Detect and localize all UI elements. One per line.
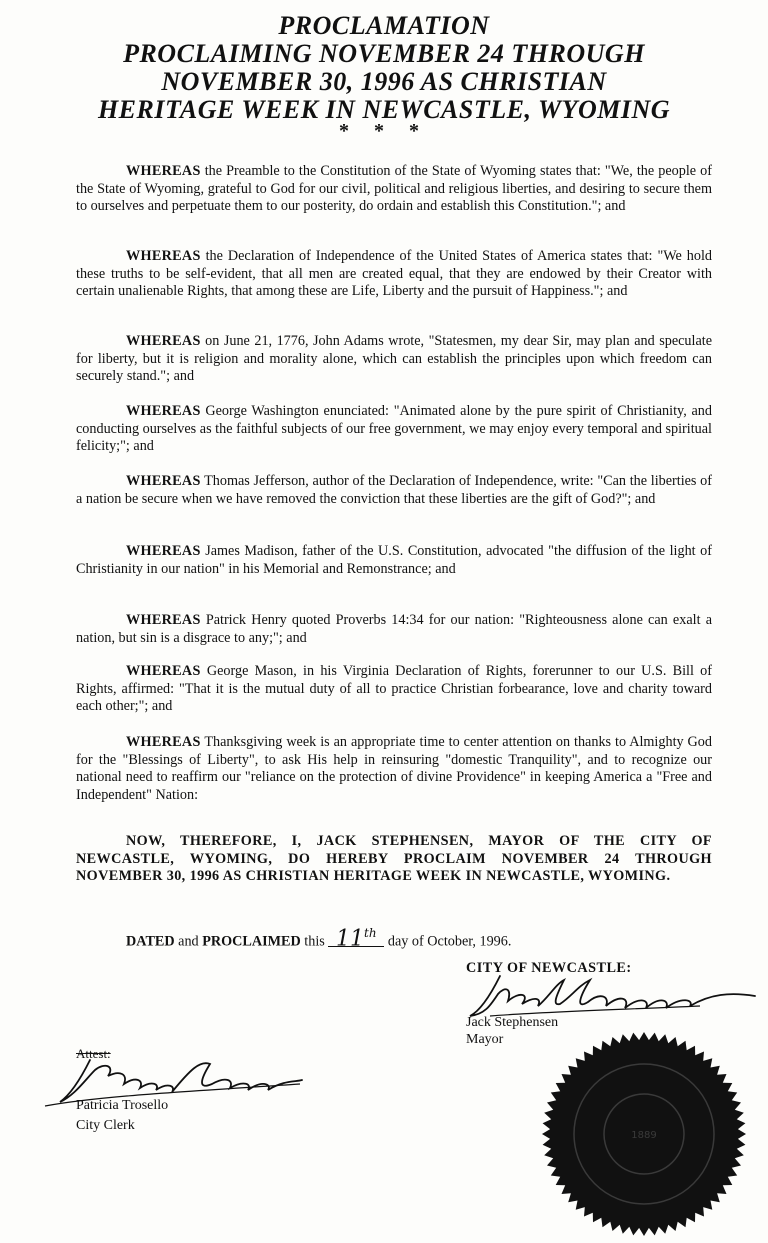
whereas-keyword: WHEREAS	[126, 473, 201, 489]
whereas-paragraph	[76, 248, 712, 301]
resolution-paragraph	[76, 833, 712, 886]
whereas-keyword: WHEREAS	[126, 612, 201, 628]
attest-label: Attest:	[76, 1046, 111, 1061]
city-heading: CITY OF NEWCASTLE:	[466, 960, 632, 976]
whereas-text: on June 21, 1776, John Adams wrote, "Statesmen, my dear Sir, may plan and speculate for liberty, but it is religion and morality alone, which can establish the principles upon which freedom can securely stand."; and	[76, 333, 712, 385]
dated-line	[126, 926, 511, 950]
whereas-text: Patrick Henry quoted Proverbs 14:34 for our nation: "Righteousness alone can exalt a nation, but sin is a disgrace to any;"; and	[76, 612, 712, 646]
clerk-name: Patricia Trosello	[76, 1098, 169, 1113]
mayor-title: Mayor	[466, 1032, 504, 1047]
whereas-paragraph	[76, 473, 712, 508]
whereas-paragraph	[76, 663, 712, 716]
whereas-paragraph	[76, 612, 712, 647]
whereas-paragraph	[76, 333, 712, 386]
whereas-keyword: WHEREAS	[126, 333, 201, 349]
dated-this: this	[304, 933, 325, 950]
whereas-text: Thomas Jefferson, author of the Declaration of Independence, write: "Can the liberties of a nation be secure when we have removed the conviction that these liberties are the gift of God?"; and	[76, 473, 712, 507]
whereas-keyword: WHEREAS	[126, 734, 201, 750]
day-number: 11	[336, 926, 365, 952]
whereas-text: the Preamble to the Constitution of the State of Wyoming states that: "We, the people of the State of Wyoming, grateful to God for our civil, political and religious liberties, and desiring to secure them to ourselves and perpetuate them to our posterity, do ordain and establish this Constitution."; and	[76, 163, 712, 215]
proclaimed-keyword: PROCLAIMED	[202, 933, 301, 950]
whereas-paragraph	[76, 734, 712, 804]
whereas-keyword: WHEREAS	[126, 248, 201, 264]
dated-keyword: DATED	[126, 933, 175, 950]
title-line-2: PROCLAIMING NOVEMBER 24 THROUGH	[123, 39, 645, 68]
whereas-paragraph	[76, 543, 712, 578]
city-seal	[540, 1030, 748, 1238]
title-line-4: HERITAGE WEEK IN NEWCASTLE, WYOMING	[97, 95, 671, 124]
whereas-text: George Mason, in his Virginia Declaration of Rights, forerunner to our U.S. Bill of Rights, affirmed: "That it is the mutual duty of all to practice Christian forbearance, love and charity toward each other;"; and	[76, 663, 712, 715]
whereas-keyword: WHEREAS	[126, 663, 201, 679]
day-suffix: th	[364, 926, 377, 940]
whereas-text: the Declaration of Independence of the United States of America states that: "We hold these truths to be self-evident, that all men are created equal, that they are endowed by their Creator with certain unalienable Rights, that among these are Life, Liberty and the pursuit of Happiness."; and	[76, 248, 712, 300]
handwritten-day	[328, 926, 384, 952]
title-line-1: PROCLAMATION	[278, 11, 490, 40]
whereas-text: George Washington enunciated: "Animated alone by the pure spirit of Christianity, and conducting ourselves as the faithful subjects of our free government, we may enjoy every temporal and spiritual felicity;"; and	[76, 403, 712, 455]
whereas-paragraph	[76, 403, 712, 456]
clerk-title: City Clerk	[76, 1118, 135, 1133]
title-stars: * * *	[339, 120, 429, 142]
mayor-name: Jack Stephensen	[466, 1015, 559, 1030]
proclamation-title	[0, 12, 768, 124]
whereas-paragraph	[76, 163, 712, 216]
whereas-text: James Madison, father of the U.S. Constitution, advocated "the diffusion of the light of Christianity in our nation" in his Memorial and Remonstrance; and	[76, 543, 712, 577]
dated-rest: day of October, 1996.	[387, 933, 512, 950]
whereas-keyword: WHEREAS	[126, 543, 201, 559]
whereas-text: Thanksgiving week is an appropriate time to center attention on thanks to Almighty God for the "Blessings of Liberty", to ask His help in reinsuring "domestic Tranquility", and to recognize our national need to reaffirm our "reliance on the protection of divine Providence" in keeping America a "Free and Independent" Nation:	[76, 734, 712, 803]
clerk-block	[76, 1096, 168, 1136]
svg-text:1889: 1889	[631, 1130, 657, 1141]
title-line-3: NOVEMBER 30, 1996 AS CHRISTIAN	[161, 67, 607, 96]
whereas-keyword: WHEREAS	[126, 403, 201, 419]
resolution-text: NOW, THEREFORE, I, JACK STEPHENSEN, MAYOR OF THE CITY OF NEWCASTLE, WYOMING, DO HEREBY PROCLAIM NOVEMBER 24 THROUGH NOVEMBER 30, 1996 AS CHRISTIAN HERITAGE WEEK IN NEWCASTLE, WYOMING.	[76, 833, 712, 885]
whereas-keyword: WHEREAS	[126, 163, 201, 179]
dated-and: and	[178, 933, 199, 950]
